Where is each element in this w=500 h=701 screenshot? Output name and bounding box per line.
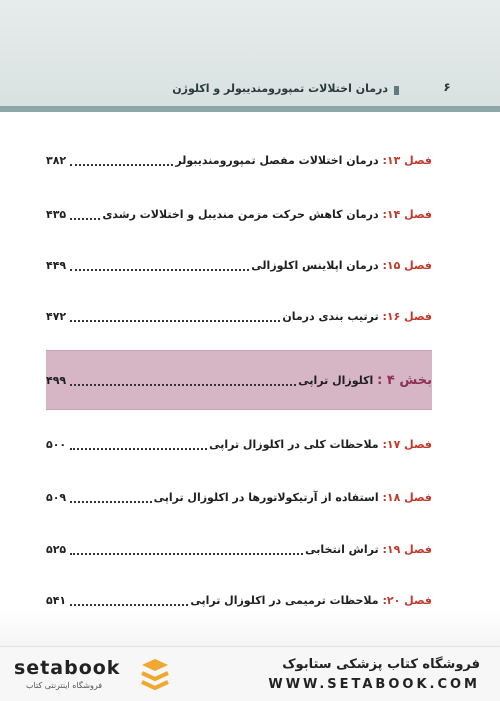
toc-title bbox=[305, 543, 432, 556]
toc-chapter-label: فصل ۱۳: bbox=[382, 153, 432, 167]
running-title: درمان اختلالات تمپورومندیبولر و اکلوژن bbox=[172, 82, 388, 95]
toc-chapter-label: فصل ۱۹: bbox=[382, 542, 432, 556]
toc-entry[interactable] bbox=[46, 486, 432, 508]
toc-page-number: ۴۹۹ bbox=[46, 373, 67, 387]
toc-chapter-label: فصل ۱۷: bbox=[382, 437, 432, 451]
toc-title-text: درمان کاهش حرکت مزمن مندیبل و اختلالات رشدی bbox=[102, 207, 379, 221]
toc-section-band[interactable] bbox=[46, 350, 432, 410]
toc-page-number: ۵۰۰ bbox=[46, 437, 67, 451]
header-rule bbox=[0, 106, 500, 112]
header-marker-icon bbox=[394, 86, 399, 95]
toc-page-number: ۴۳۵ bbox=[46, 207, 67, 221]
dot-leader bbox=[70, 383, 296, 386]
logo-subtitle: فروشگاه اینترنتی کتاب bbox=[26, 681, 103, 690]
logo-text: setabook bbox=[14, 657, 121, 679]
toc-page-number: ۳۸۲ bbox=[46, 153, 67, 167]
toc-chapter-label: فصل ۲۰: bbox=[382, 593, 432, 607]
toc-title bbox=[102, 208, 432, 221]
book-logo-icon bbox=[138, 655, 172, 697]
toc-entry[interactable] bbox=[46, 433, 432, 455]
toc-page-number: ۵۰۹ bbox=[46, 490, 67, 504]
toc-title bbox=[190, 594, 432, 607]
dot-leader bbox=[70, 500, 151, 503]
running-header bbox=[0, 78, 500, 104]
dot-leader bbox=[70, 447, 207, 450]
store-name: فروشگاه کتاب پزشکی ستابوک bbox=[282, 657, 480, 672]
toc-page-number: ۵۲۵ bbox=[46, 542, 67, 556]
toc-chapter-label: فصل ۱۴: bbox=[382, 207, 432, 221]
dot-leader bbox=[70, 552, 303, 555]
toc-page-number: ۵۴۱ bbox=[46, 593, 67, 607]
toc-title-text: استفاده از آرتیکولاتورها در اکلوزال تراپی bbox=[153, 490, 379, 504]
dot-leader bbox=[70, 603, 188, 606]
store-footer-banner[interactable] bbox=[0, 646, 500, 701]
toc-section-label: بخش ۴ : bbox=[377, 372, 432, 388]
toc-entry[interactable] bbox=[46, 203, 432, 225]
toc-entry[interactable] bbox=[46, 538, 432, 560]
toc-title-text: ملاحظات ترمیمی در اکلوزال تراپی bbox=[190, 593, 379, 607]
store-url-link[interactable]: WWW.SETABOOK.COM bbox=[268, 677, 480, 692]
dot-leader bbox=[70, 319, 280, 322]
toc-entry[interactable] bbox=[46, 149, 432, 171]
toc-title bbox=[251, 259, 432, 272]
toc-entry[interactable] bbox=[46, 305, 432, 327]
toc-page-number: ۴۷۲ bbox=[46, 309, 67, 323]
toc-entry[interactable] bbox=[46, 589, 432, 611]
dot-leader bbox=[70, 217, 100, 220]
toc-title bbox=[175, 154, 432, 167]
toc-chapter-label: فصل ۱۸: bbox=[382, 490, 432, 504]
toc-title bbox=[282, 310, 432, 323]
toc-title-text: درمان اپلاینس اکلوزالی bbox=[251, 258, 379, 272]
dot-leader bbox=[70, 268, 249, 271]
toc-title bbox=[209, 438, 432, 451]
toc-chapter-label: فصل ۱۵: bbox=[382, 258, 432, 272]
toc-title-text: تراش انتخابی bbox=[305, 542, 379, 556]
toc-title-text: درمان اختلالات مفصل تمپورومندیبولر bbox=[175, 153, 379, 167]
dot-leader bbox=[70, 163, 173, 166]
toc-title-text: ترتیب بندی درمان bbox=[282, 309, 379, 323]
page-number: ۶ bbox=[443, 80, 451, 94]
page-bottom-fade bbox=[0, 610, 500, 646]
toc-title bbox=[298, 373, 432, 388]
toc-title-text: اکلوزال تراپی bbox=[298, 373, 374, 387]
toc-chapter-label: فصل ۱۶: bbox=[382, 309, 432, 323]
toc-entry[interactable] bbox=[46, 254, 432, 276]
toc-title-text: ملاحظات کلی در اکلوزال تراپی bbox=[209, 437, 379, 451]
toc-title bbox=[154, 491, 432, 504]
toc-page-number: ۴۴۹ bbox=[46, 258, 67, 272]
